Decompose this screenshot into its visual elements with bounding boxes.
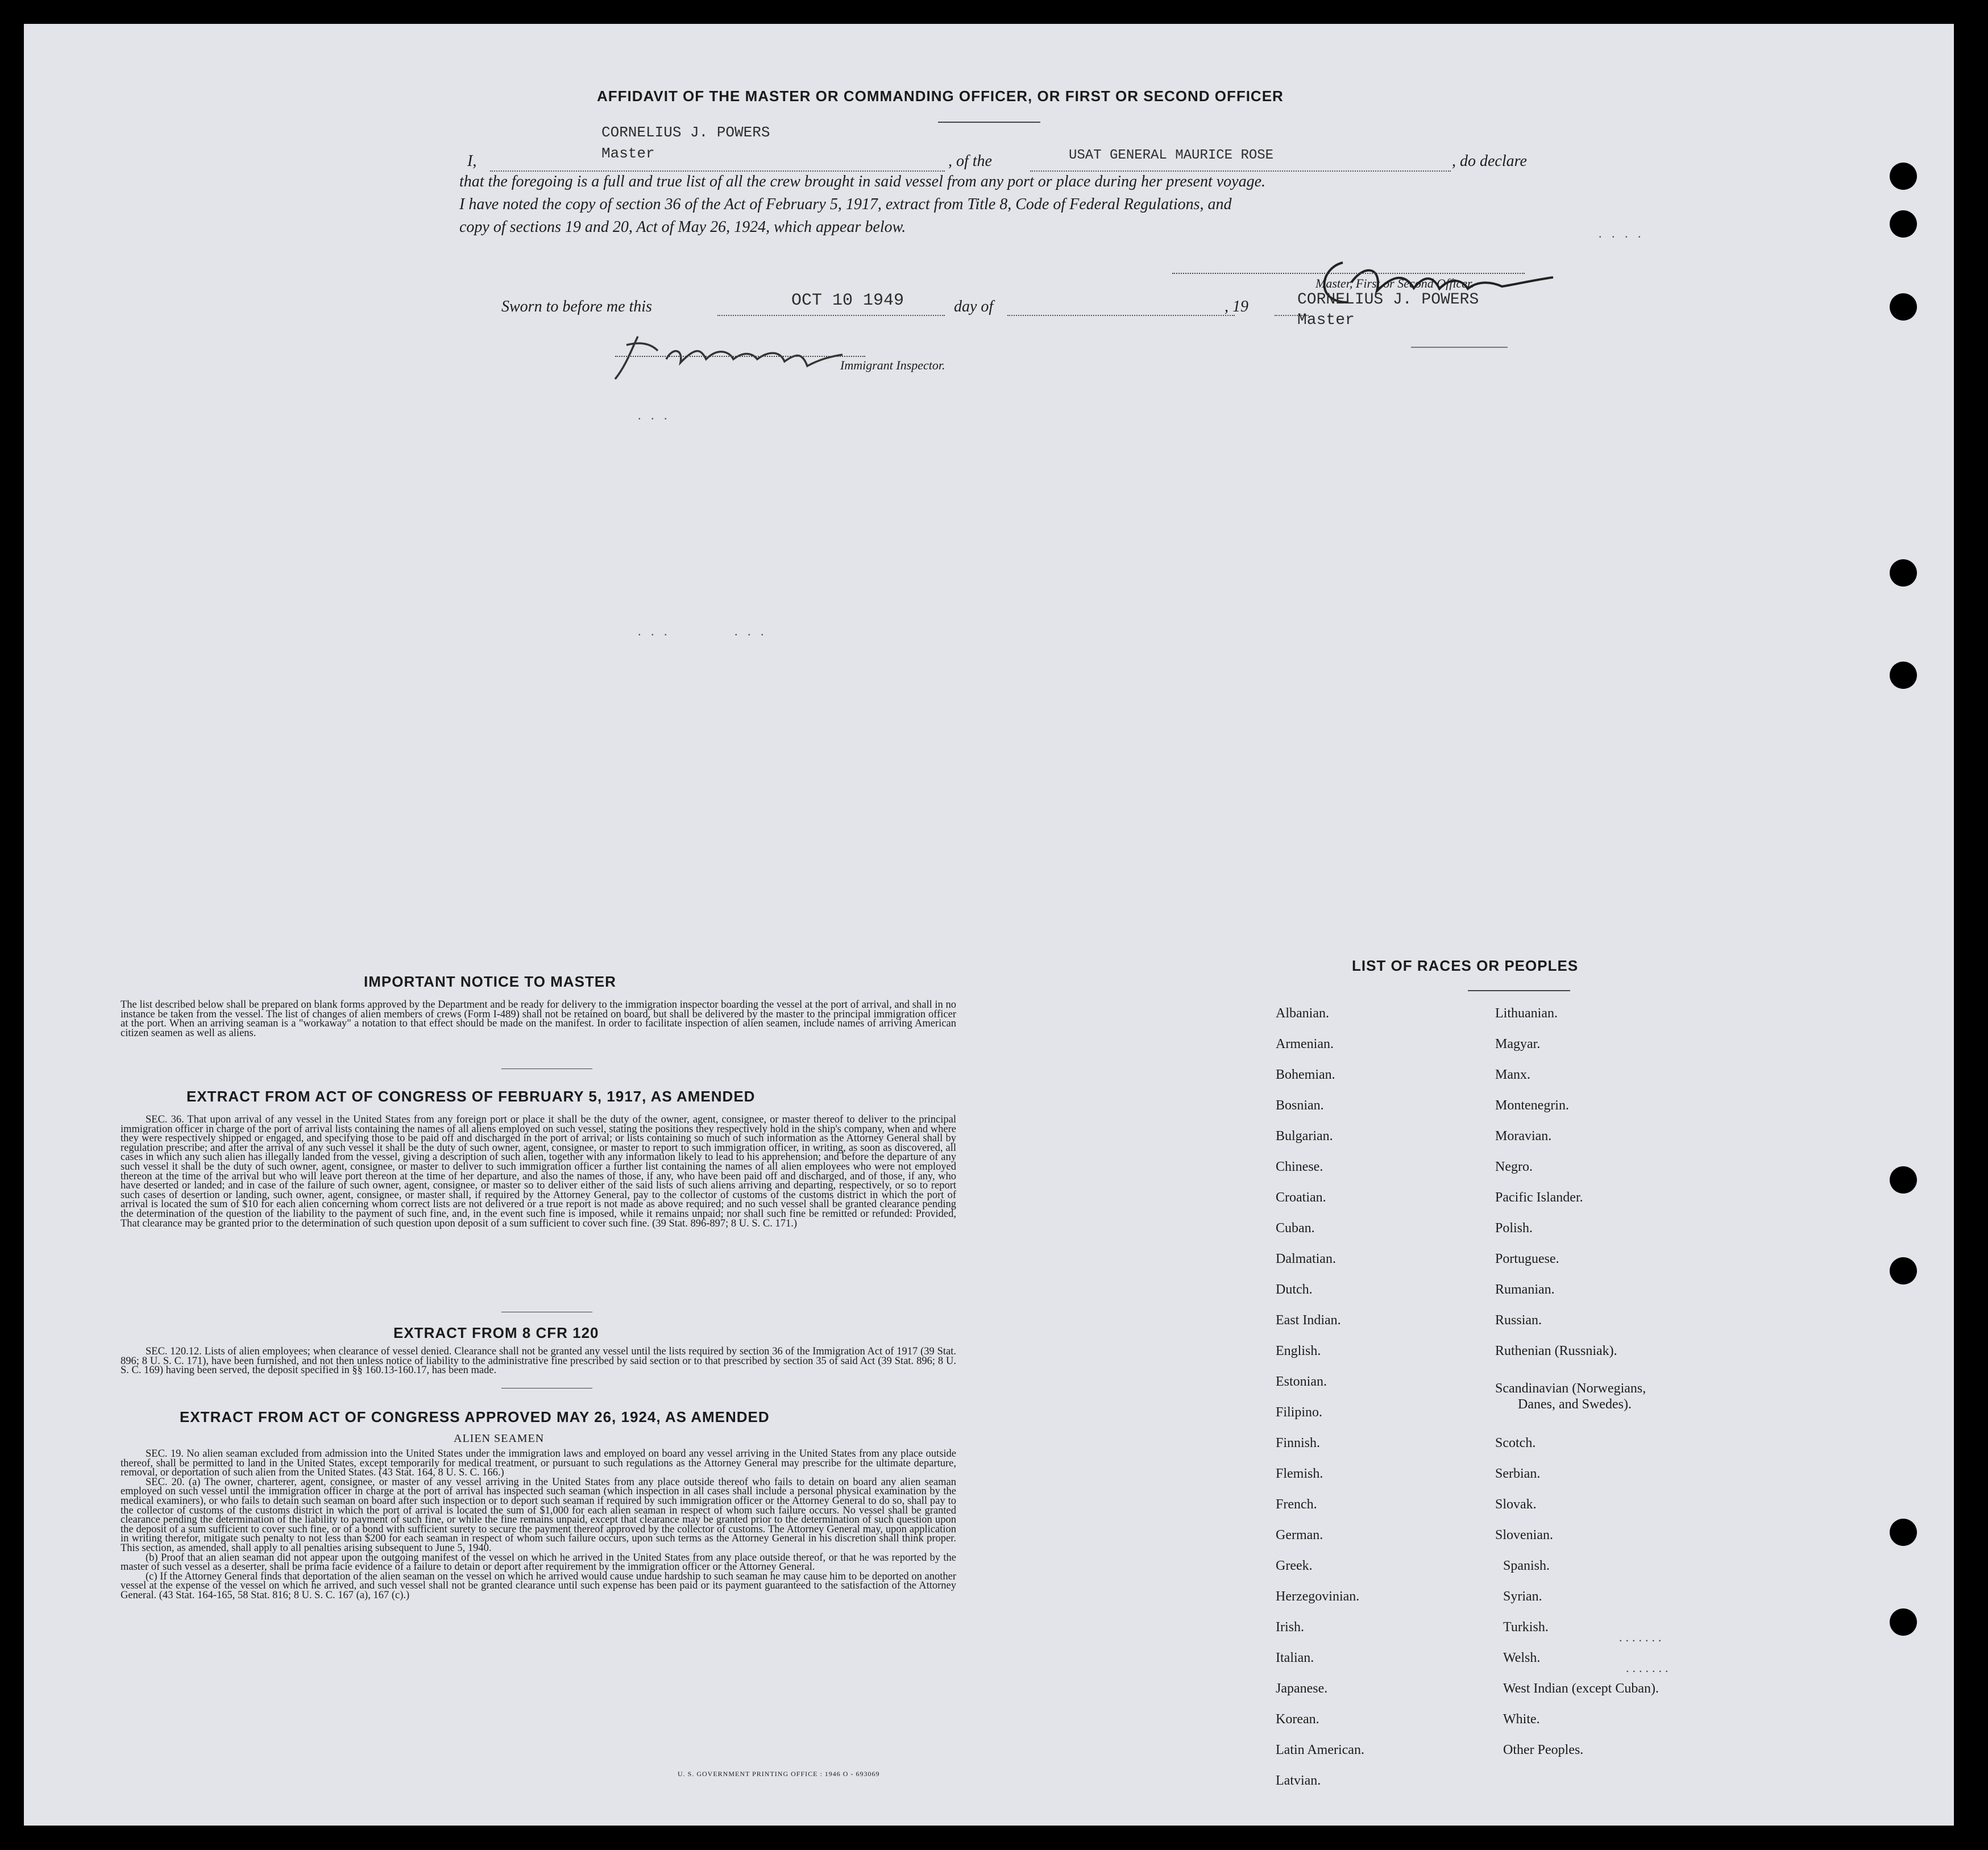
race-item: Latvian. [1276, 1773, 1321, 1788]
signature-caption: Master, First or Second Officer. [1315, 276, 1474, 290]
document-page [24, 24, 1954, 1826]
leader-dots: . . . [638, 408, 671, 422]
notice-text: The list described below shall be prepared on blank forms approved by the Department and be ready for delivery to the immigration inspector boarding the vessel at the port of arrival, and shall in no instance be taken from the vessel. The list of changes of alien members of crews (Form I-489) shall not be retained on board, but shall be delivered by the master to the principal immigration officer at the port. When an arriving seaman is a "workaway" a notation to that effect should be made on the manifest. In order to facilitate inspection of alien seamen, include names of arriving American citizen seamen as well as aliens. [121, 999, 956, 1039]
race-item: Korean. [1276, 1712, 1319, 1727]
do-declare-label: , do declare [1452, 152, 1527, 170]
leader-dots: . . . . [1599, 226, 1645, 240]
race-item: East Indian. [1276, 1313, 1341, 1328]
race-item: Scotch. [1495, 1436, 1536, 1450]
signer-name: CORNELIUS J. POWERS [1297, 291, 1479, 309]
affidavit-line-1: that the foregoing is a full and true list of all the crew brought in said vessel from any port or place during her present voyage. [459, 173, 1266, 190]
extract-1924-title: EXTRACT FROM ACT OF CONGRESS APPROVED MAY 26, 1924, AS AMENDED [180, 1408, 770, 1425]
extract-1917-text: SEC. 36. That upon arrival of any vessel in the United States from any foreign port or place it shall be the duty of the owner, agent, consignee, or master thereof to deliver to the principal immigration officer in charge of the port of arrival lists containing the names of all aliens employed on such vessel, stating the positions they respectively hold in the ship's company, when and where they were respectively shipped or engaged, and specifying those to be paid off and discharged in the port of arrival; or lists containing so much of such information as the Attorney General shall by regulation prescribe; and after the arrival of any such vessel it shall be the duty of such owner, agent, consignee, or master to report to such immigration officer, in writing, as soon as discovered, all cases in which any such alien has illegally landed from the vessel, giving a description of such alien, together with any information likely to lead to his apprehension; and before the departure of any such vessel it shall be the duty of such owner, agent, consignee, or master to deliver to such immigration officer a further list containing the names of all alien employees who were not employed thereon at the time of the arrival but who will leave port thereon at the time of her departure, and also the names of those, if any, who have been paid off and discharged, and of those, if any, who have deserted or landed; and in case of the failure of such owner, agent, consignee, or master so to deliver either of the said lists of such aliens arriving and departing, respectively, or so to report such cases of desertion or landing, such owner, agent, consignee, or master shall, if required by the Attorney General, pay to the collector of customs of the customs district in which the port of arrival is located the sum of $10 for each alien concerning whom correct lists are not delivered or a true report is not made as above required; and no such vessel shall be granted clearance pending the determination of the question of the liability to the payment of such fine, and, in the event such fine is imposed, while it remains unpaid; nor shall such fine be remitted or refunded: Provided, That clearance may be granted prior to the determination of such question upon deposit of a sum sufficient to cover such fine. (39 Stat. 896-897; 8 U. S. C. 171.) [121, 1114, 956, 1229]
signer-title: Master [1297, 311, 1355, 329]
race-item: Manx. [1495, 1067, 1530, 1082]
race-item: Other Peoples. [1503, 1743, 1584, 1757]
punch-hole [1890, 293, 1917, 321]
race-item: Moravian. [1495, 1129, 1552, 1144]
race-item: Danes, and Swedes). [1518, 1397, 1632, 1412]
signature-rule [1172, 273, 1525, 274]
sworn-label: Sworn to before me this [501, 298, 652, 315]
race-item: Italian. [1276, 1651, 1314, 1665]
punch-hole [1890, 1608, 1917, 1636]
punch-hole [1890, 1519, 1917, 1546]
section-20c: (c) If the Attorney General finds that deportation of the alien seaman on the vessel on which he arrived would cause undue hardship to such seaman he may cause him to be deported on another vessel at the expense of the vessel on which he arrived, and such vessel shall not be granted clearance until such expense has been paid or its payment guaranteed to the satisfaction of the Attorney General. (43 Stat. 164-165, 58 Stat. 816; 8 U. S. C. 167 (a), 167 (c).) [121, 1570, 956, 1601]
typed-name: CORNELIUS J. POWERS [601, 124, 770, 141]
race-item: Japanese. [1276, 1681, 1328, 1696]
punch-hole [1890, 1166, 1917, 1194]
races-title: LIST OF RACES OR PEOPLES [1352, 957, 1579, 974]
of-the-label: , of the [948, 152, 992, 170]
section-20b: (b) Proof that an alien seaman did not appear upon the outgoing manifest of the vessel on which he arrived in the United States from any place outside thereof, or that he was reported by the master of such vessel as a deserter, shall be prima facie evidence of a failure to detain or deport after requirement by the immigration officer or the Attorney General. [121, 1552, 956, 1573]
race-item: Polish. [1495, 1221, 1533, 1236]
section-19: SEC. 19. No alien seaman excluded from admission into the United States under the immigration laws and employed on board any vessel arriving in the United States from any place outside thereof, shall be permitted to land in the United States, except temporarily for medical treatment, or pursuant to such regulations as the Attorney General may prescribe for the ultimate departure, removal, or deportation of such alien from the United States. (43 Stat. 164, 8 U. S. C. 166.) [121, 1448, 956, 1479]
race-item: Turkish. [1503, 1620, 1549, 1635]
leader-dots: . . . [638, 624, 671, 638]
race-item: Cuban. [1276, 1221, 1315, 1236]
leader-dots: ....... [1619, 1630, 1665, 1644]
race-item: Irish. [1276, 1620, 1304, 1635]
race-item: West Indian (except Cuban). [1503, 1681, 1659, 1696]
year-label: , 19 [1225, 298, 1248, 315]
race-item: Flemish. [1276, 1466, 1323, 1481]
signer-rule [1411, 347, 1508, 348]
race-item: White. [1503, 1712, 1540, 1727]
race-item: Pacific Islander. [1495, 1190, 1583, 1205]
race-item: Rumanian. [1495, 1282, 1555, 1297]
race-item: Herzegovinian. [1276, 1589, 1360, 1604]
day-of-label: day of [954, 298, 994, 315]
race-item: German. [1276, 1528, 1323, 1543]
race-item: Welsh. [1503, 1651, 1541, 1665]
race-item: Serbian. [1495, 1466, 1541, 1481]
typed-title: Master [601, 145, 655, 162]
race-item: Greek. [1276, 1558, 1313, 1573]
punch-hole [1890, 559, 1917, 587]
month-line [1007, 315, 1235, 316]
section-20a: SEC. 20. (a) The owner, charterer, agent, consignee, or master of any vessel arriving in the United States from any place outside thereof who fails to detain on board any alien seaman employed on such vessel until the immigration officer in charge at the port of arrival has inspected such seaman (which inspection in all cases shall include a personal physical examination by the medical examiners), or who fails to detain such seaman on board after such inspection or to deport such seaman if required by such immigration officer or the Attorney General to do so, shall pay to the collector of customs of the customs district in which the port of arrival is located the sum of $1,000 for each alien seaman in respect of whom such failure occurs. No vessel shall be granted clearance pending the determination of the liability to payment of such fine, or while the fine remains unpaid, except that clearance may be granted prior to the determination of such question upon the deposit of a sum sufficient to cover such fine, or of a bond with sufficient surety to secure the payment thereof approved by the collector of customs. The Attorney General may, upon application in writing therefor, mitigate such penalty to not less than $200 for each seaman in respect of whom such failure occurs, upon such terms as the Attorney General in his discretion shall think proper. This section, as amended, shall apply to all penalties arising subsequent to June 5, 1940. [121, 1476, 956, 1554]
affidavit-line-3: copy of sections 19 and 20, Act of May 26, 1924, which appear below. [459, 218, 906, 236]
alien-seamen-subtitle: ALIEN SEAMEN [454, 1432, 545, 1445]
race-item: Russian. [1495, 1313, 1542, 1328]
punch-hole [1890, 1257, 1917, 1284]
leader-dots: . . . [734, 624, 767, 638]
race-item: Slovak. [1495, 1497, 1537, 1512]
race-item: Bohemian. [1276, 1067, 1335, 1082]
vessel-line [1030, 171, 1451, 172]
punch-hole [1890, 163, 1917, 190]
race-item: Finnish. [1276, 1436, 1321, 1450]
race-item: Estonian. [1276, 1374, 1327, 1389]
i-label: I, [467, 152, 477, 170]
race-item: Ruthenian (Russniak). [1495, 1344, 1617, 1358]
race-item: Montenegrin. [1495, 1098, 1569, 1113]
race-item: Bulgarian. [1276, 1129, 1333, 1144]
race-item: Lithuanian. [1495, 1006, 1558, 1021]
name-line [490, 171, 945, 172]
leader-dots: ....... [1626, 1661, 1672, 1675]
extract-1924-body [121, 1449, 956, 1600]
extract-1917-title: EXTRACT FROM ACT OF CONGRESS OF FEBRUARY 5, 1917, AS AMENDED [186, 1088, 756, 1105]
race-item: Filipino. [1276, 1405, 1323, 1420]
race-item: Chinese. [1276, 1159, 1323, 1174]
inspector-rule [615, 356, 865, 357]
race-item: Bosnian. [1276, 1098, 1324, 1113]
punch-hole [1890, 662, 1917, 689]
affidavit-title: AFFIDAVIT OF THE MASTER OR COMMANDING OFFICER, OR FIRST OR SECOND OFFICER [597, 88, 1284, 105]
race-item: Latin American. [1276, 1743, 1364, 1757]
race-item: Slovenian. [1495, 1528, 1553, 1543]
race-item: Albanian. [1276, 1006, 1329, 1021]
race-item: French. [1276, 1497, 1317, 1512]
race-item: Syrian. [1503, 1589, 1542, 1604]
affidavit-line-2: I have noted the copy of section 36 of the Act of February 5, 1917, extract from Title 8, Code of Federal Regulations, and [459, 196, 1232, 213]
extract-cfr-title: EXTRACT FROM 8 CFR 120 [393, 1324, 599, 1341]
extract-cfr-text: SEC. 120.12. Lists of alien employees; when clearance of vessel denied. Clearance shall not be granted any vessel until the lists required by section 36 of the Immigration Act of 1917 (39 Stat. 896; 8 U. S. C. 171), have been furnished, and not then unless notice of liability to the administrative fine prescribed by said section or to that prescribed by section 35 of said Act (39 Stat. 896; 8 U. S. C. 169) having been served, the deposit specified in §§ 160.13-160.17, has been made. [121, 1346, 956, 1377]
race-item: Spanish. [1503, 1558, 1550, 1573]
race-item: Portuguese. [1495, 1252, 1559, 1266]
notice-title: IMPORTANT NOTICE TO MASTER [364, 973, 616, 990]
sworn-date-line [717, 315, 945, 316]
inspector-caption: Immigrant Inspector. [840, 358, 945, 372]
sworn-date: OCT 10 1949 [791, 291, 904, 310]
race-item: Dalmatian. [1276, 1252, 1336, 1266]
race-item: Scandinavian (Norwegians, [1495, 1381, 1646, 1396]
race-item: Magyar. [1495, 1037, 1541, 1051]
race-item: Dutch. [1276, 1282, 1313, 1297]
race-item: Armenian. [1276, 1037, 1334, 1051]
race-item: Negro. [1495, 1159, 1533, 1174]
vessel-name: USAT GENERAL MAURICE ROSE [1069, 148, 1274, 163]
races-title-rule [1468, 990, 1570, 991]
race-item: English. [1276, 1344, 1321, 1358]
title-rule [938, 122, 1040, 123]
race-item: Croatian. [1276, 1190, 1326, 1205]
printing-office-imprint: U. S. GOVERNMENT PRINTING OFFICE : 1946 O - 693069 [678, 1770, 880, 1778]
punch-hole [1890, 210, 1917, 238]
